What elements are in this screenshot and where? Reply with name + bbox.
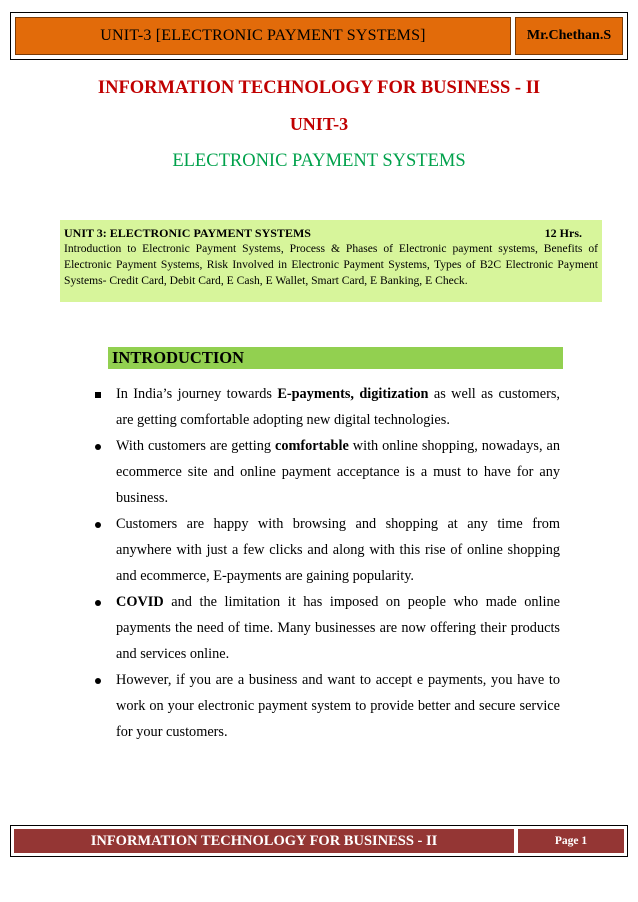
syllabus-header [64,225,598,241]
round-bullet-icon [92,511,104,537]
page-footer [10,825,628,857]
header-title: UNIT-3 [ELECTRONIC PAYMENT SYSTEMS] [15,17,511,55]
syllabus-box [60,220,602,302]
subject-title: ELECTRONIC PAYMENT SYSTEMS [172,151,466,171]
round-bullet-icon [92,433,104,459]
list-item: However, if you are a business and want to accept e payments, you have to work on your electronic payment system to provide better and secure service for your customers. [92,667,560,745]
square-bullet-icon [92,381,104,407]
bullet-list [92,381,560,745]
header-author: Mr.Chethan.S [515,17,623,55]
page-number: Page 1 [518,829,624,853]
list-item: With customers are getting comfortable with online shopping, nowadays, an ecommerce site and online payment acceptance is a must to have for any business. [92,433,560,511]
round-bullet-icon [92,667,104,693]
document-title: INFORMATION TECHNOLOGY FOR BUSINESS - II [97,78,541,98]
syllabus-hours: 12 Hrs. [544,226,582,240]
unit-title: UNIT-3 [289,114,349,134]
section-heading-introduction: INTRODUCTION [108,347,563,369]
syllabus-heading: UNIT 3: ELECTRONIC PAYMENT SYSTEMS [64,226,311,240]
syllabus-body: Introduction to Electronic Payment Systems, Process & Phases of Electronic payment systems, Benefits of Electronic Payment Systems, Risk Involved in Electronic Payment Systems, Types of B2C Electronic Payment Systems- Credit Card, Debit Card, E Cash, E Wallet, Smart Card, E Banking, E Check. [64,242,598,287]
round-bullet-icon [92,589,104,615]
list-item: Customers are happy with browsing and shopping at any time from anywhere with just a few clicks and along with this rise of online shopping and ecommerce, E-payments are gaining popularity. [92,511,560,589]
page-header [10,12,628,60]
list-item: In India’s journey towards E-payments, digitization as well as customers, are getting comfortable adopting new digital technologies. [92,381,560,433]
list-item: COVID and the limitation it has imposed on people who made online payments the need of time. Many businesses are now offering their products and services online. [92,589,560,667]
footer-title: INFORMATION TECHNOLOGY FOR BUSINESS - II [14,829,514,853]
